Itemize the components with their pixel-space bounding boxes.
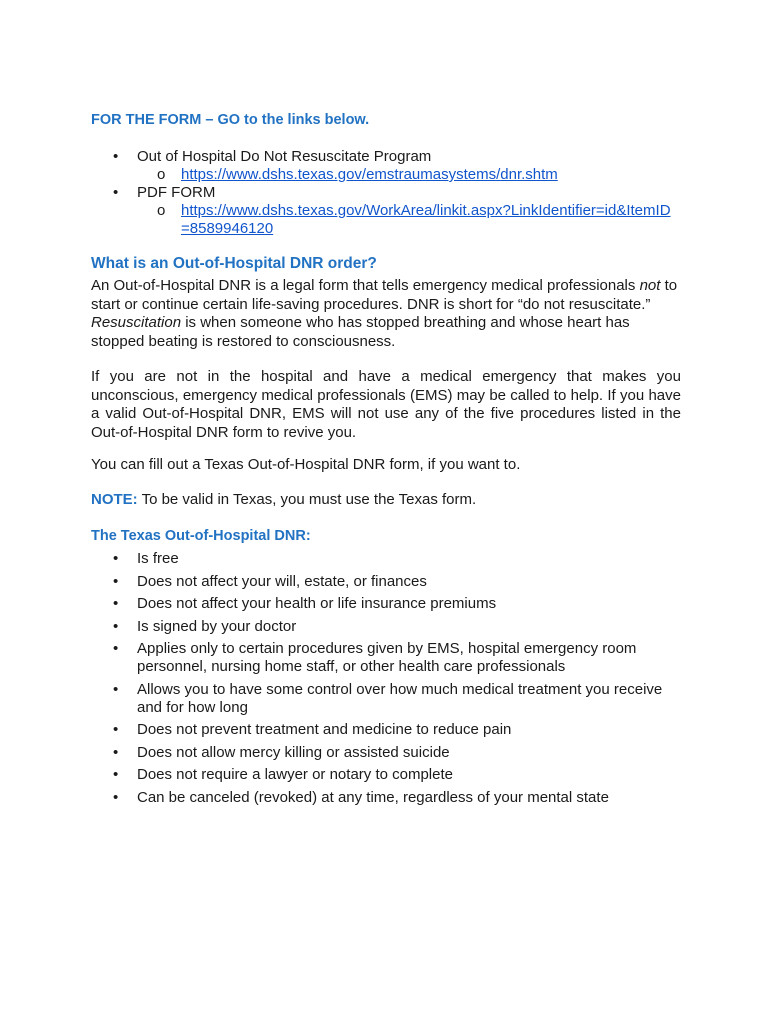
list-item: [91, 766, 691, 784]
list-item-text: Is signed by your doctor: [137, 617, 297, 635]
texas-dnr-heading: The Texas Out-of-Hospital DNR:: [91, 528, 311, 544]
bullet-icon: •: [113, 572, 119, 590]
list-item-text: Does not affect your will, estate, or finances: [137, 572, 427, 590]
pdf-form-link[interactable]: [181, 202, 681, 238]
list-item-text: Does not prevent treatment and medicine to reduce pain: [137, 721, 512, 738]
bullet-icon: •: [113, 766, 119, 783]
bullet-icon: •: [113, 680, 119, 698]
bullet-icon: •: [113, 595, 119, 612]
pdf-form-link-line1[interactable]: https://www.dshs.texas.gov/WorkArea/linkit.aspx?LinkIdentifier=id&ItemID: [181, 202, 671, 219]
note-label: NOTE:: [91, 491, 138, 508]
dnr-program-label: Out of Hospital Do Not Resuscitate Program: [137, 148, 432, 165]
list-item: [91, 721, 691, 739]
list-item: [91, 550, 691, 568]
bullet-icon: •: [113, 788, 119, 806]
note-paragraph: [91, 491, 681, 510]
list-item: [91, 681, 691, 717]
list-item-text: Does not affect your health or life insurance premiums: [137, 595, 497, 612]
ems-paragraph: If you are not in the hospital and have a medical emergency that makes you unconscious, emergency medical professionals (EMS) may be called to help. If you have a valid Out-of-Hospital DNR, EMS will not use any of the five procedures listed in the Out-of-Hospital DNR form to revive you.: [91, 368, 681, 441]
pdf-form-label: PDF FORM: [137, 184, 216, 201]
para1-resuscitation: Resuscitation: [91, 314, 182, 331]
list-item: [91, 789, 691, 807]
para1-text-b: to start or continue certain life-saving procedures. DNR is short for “do not resuscitate.”: [91, 277, 678, 313]
list-item-text: Does not require a lawyer or notary to complete: [137, 766, 453, 783]
list-item-text: Does not allow mercy killing or assisted suicide: [137, 743, 450, 761]
fill-out-paragraph: You can fill out a Texas Out-of-Hospital DNR form, if you want to.: [91, 456, 521, 473]
bullet-icon: •: [113, 148, 119, 165]
bullet-icon: •: [113, 743, 119, 761]
bullet-icon: •: [113, 184, 119, 201]
para1-not: not: [639, 277, 661, 294]
list-item: [91, 148, 691, 166]
dnr-definition-paragraph: [91, 277, 681, 351]
texas-dnr-list: [91, 550, 691, 811]
bullet-icon: •: [113, 617, 119, 635]
list-item-text: Is free: [137, 550, 179, 567]
dnr-program-link[interactable]: https://www.dshs.texas.gov/emstraumasystems/dnr.shtm: [181, 166, 558, 183]
list-item-text: Applies only to certain procedures given by EMS, hospital emergency room personnel, nursing home staff, or other health care professionals: [137, 640, 637, 675]
para1-text-a: An Out-of-Hospital DNR is a legal form that tells emergency medical professionals: [91, 277, 640, 294]
form-links-heading: FOR THE FORM – GO to the links below.: [91, 112, 370, 128]
what-is-dnr-heading: What is an Out-of-Hospital DNR order?: [91, 255, 377, 272]
sub-list-item: [91, 202, 691, 238]
list-item-text: Allows you to have some control over how much medical treatment you receive and for how long: [137, 680, 663, 716]
pdf-form-link-line2[interactable]: =8589946120: [181, 220, 274, 237]
list-item: [91, 573, 691, 591]
list-item: [91, 618, 691, 636]
list-item: [91, 744, 691, 762]
sub-list-item: [91, 166, 691, 184]
note-text: To be valid in Texas, you must use the Texas form.: [137, 491, 477, 508]
bullet-icon: •: [113, 550, 119, 567]
para1-text-c: is when someone who has stopped breathing and whose heart has stopped beating is restored to consciousness.: [91, 314, 630, 350]
circle-bullet-icon: o: [157, 202, 166, 219]
bullet-icon: •: [113, 721, 119, 738]
form-links-list: [91, 148, 691, 238]
list-item-text: Can be canceled (revoked) at any time, regardless of your mental state: [137, 788, 609, 806]
bullet-icon: •: [113, 640, 119, 657]
list-item: [91, 640, 691, 676]
list-item: [91, 595, 691, 613]
circle-bullet-icon: o: [157, 166, 166, 183]
list-item: [91, 184, 691, 202]
